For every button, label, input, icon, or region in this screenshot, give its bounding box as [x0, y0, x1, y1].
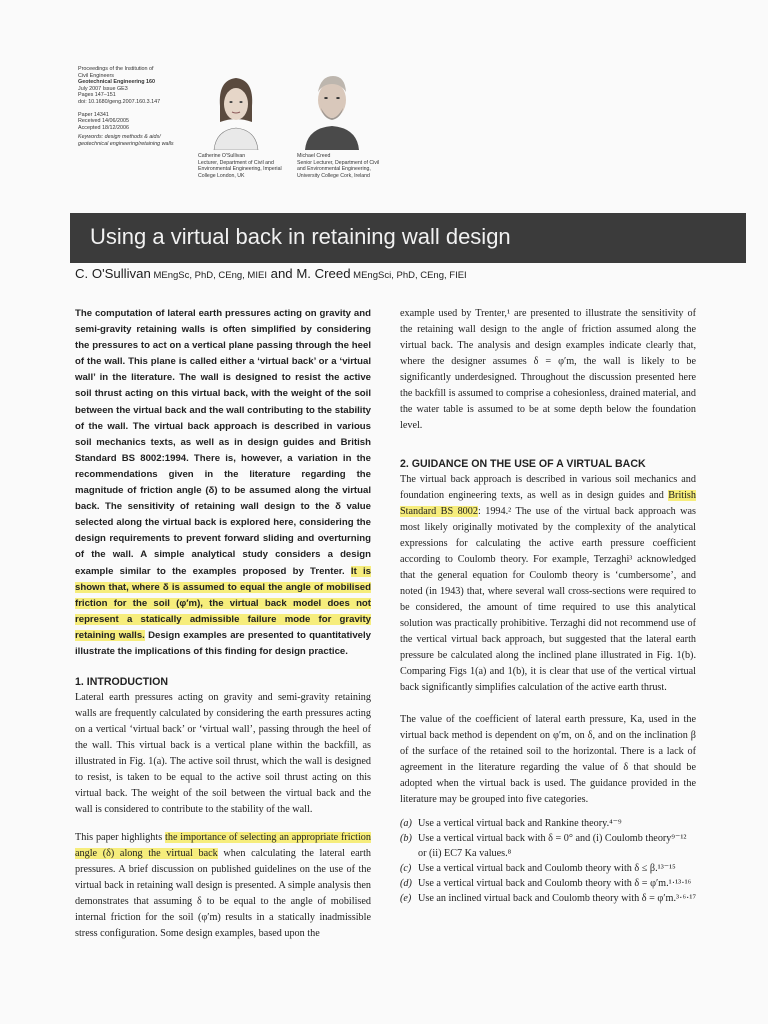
paragraph-highlight: the importance of selecting an appropriate friction angle (δ) along the virtual back [75, 832, 371, 860]
list-item-letter: (a) [400, 818, 412, 829]
list-item [400, 861, 696, 876]
byline [75, 266, 467, 281]
author-name: Michael Creed [297, 153, 331, 159]
right-column [400, 306, 696, 906]
list-item-text: Use a vertical virtual back with δ = 0° and (i) Coulomb theory⁹⁻¹² or (ii) EC7 Ka values.⁸ [418, 833, 687, 859]
list-item [400, 876, 696, 891]
meta-line: doi: 10.1680/geng.2007.160.3.147 [78, 98, 161, 105]
section-heading-guidance: 2. GUIDANCE ON THE USE OF A VIRTUAL BACK [400, 458, 646, 470]
paragraph [400, 472, 696, 696]
abstract-text: Design examples are presented to quantitatively illustrate the implications of this finding for design practice. [75, 629, 371, 657]
paragraph-highlight: British Standard BS 8002 [400, 490, 696, 517]
list-item-letter: (c) [400, 863, 412, 874]
paragraph [75, 830, 371, 942]
list-item-letter: (d) [400, 878, 412, 889]
paragraph-text: when calculating the lateral earth pressures. A brief discussion on published guidelines on the use of the virtual back in retaining wall design is presented. A simple analysis then demonstrates that assuming δ to be equal to the angle of mobilised internal friction for the soil (φ′m) results in a statically inadmissible stress configuration. Some design examples, based upon the [75, 848, 371, 940]
paragraph-text: This paper highlights [75, 832, 166, 844]
author-photo [206, 70, 266, 150]
paragraph: Lateral earth pressures acting on gravity and semi-gravity retaining walls are frequently calculated by considering the earth pressures acting on a vertical ‘virtual back’ or ‘virtual wall’, passing through the heel of the wall. This virtual back is a vertical plane within the backfill, as illustrated in Fig. 1(a). The active soil thrust, which the wall is designed to resist, is taken to be equal to the active soil thrust acting on this virtual back. The weight of the soil between the virtual back and the wall is considered to contribute to the stability of the wall. [75, 692, 371, 816]
author-1-name: C. O'Sullivan [75, 266, 151, 281]
author-1-credentials: MEngSc, PhD, CEng, MIEI [150, 270, 267, 281]
author-name: Catherine O'Sullivan [198, 153, 246, 159]
accepted-date: Accepted 18/12/2006 [78, 124, 129, 131]
paragraph: The value of the coefficient of lateral earth pressure, Ka, used in the virtual back method is dependent on φ′m, on δ, and on the inclination β of the surface of the retained soil to the horizontal. There is a lack of agreement in the literature regarding the value of δ that should be adopted when the virtual back is used. The guidance provided in the literature may be grouped into five categories. [400, 714, 696, 805]
guidance-categories-list [400, 816, 696, 906]
list-item-text: Use a vertical virtual back and Rankine theory.⁴⁻⁹ [418, 818, 622, 829]
author-affiliation: Lecturer, Department of Civil and Environmental Engineering, Imperial College London, UK [198, 159, 282, 179]
abstract-text: The computation of lateral earth pressures acting on gravity and semi-gravity retaining walls is often simplified by considering the pressures to act on a vertical plane passing through the heel of the wall. This plane is called either a ‘virtual back’ or a ‘virtual wall’ in the literature. The wall is designed to resist the active soil thrust acting on this virtual back, with the weight of the soil between the virtual back and the wall contributing to the stability of the wall. The virtual back approach is described in various soil mechanics texts, as well as in design guides and British Standard BS 8002:1994. There is, however, a variation in the recommendations given in the literature regarding the magnitude of friction angle (δ) to be assumed along the virtual back. The sensitivity of retaining wall design to the δ value selected along the virtual back is explored here, considering the design requirements to prevent forward sliding and overturning of the wall. A simple analytical study considers a design example similar to the examples proposed by Trenter. [75, 308, 371, 577]
list-item-text: Use a vertical virtual back and Coulomb theory with δ = φ′m.¹·¹³·¹⁶ [418, 878, 692, 889]
meta-line: Proceedings of the Institution of [78, 66, 154, 72]
keywords: Keywords: design methods & aids/ geotechnical engineering/retaining walls [78, 134, 174, 147]
list-item-text: Use an inclined virtual back and Coulomb theory with δ = φ′m.³·⁶·¹⁷ [418, 893, 697, 904]
paragraph-text: : 1994.² The use of the virtual back approach was most likely originally motivated by the complexity of the analytical expressions for calculating the active earth pressure coefficient according to Coulomb theory. For example, Terzaghi³ acknowledged that the general equation for Coulomb theory is ‘cumbersome’, and noted (in 1943) that, where several wall cross-sections were required to be considered, the amount of time required to use this analytical solution was practically prohibitive. Terzaghi did not recommend use of the vertical virtual back approach, but suggested that the lateral earth pressure be calculated along the inclined plane illustrated in Fig. 1(b). Comparing Figs 1(a) and 1(b), it is clear that use of the vertical virtual back significantly simplifies calculation of the active earth thrust. [400, 506, 696, 693]
list-item-letter: (e) [400, 893, 412, 904]
paper-number: Paper 14341 [78, 111, 109, 118]
paragraph-text: The virtual back approach is described in various soil mechanics and foundation engineering texts, as well as in design guides and [400, 474, 696, 501]
author-2-credentials: MEngSci, PhD, CEng, FIEI [350, 270, 467, 281]
list-item [400, 831, 696, 861]
meta-line: July 2007 Issue GE3 [78, 85, 128, 92]
abstract [75, 306, 371, 660]
list-item [400, 891, 696, 906]
section-heading-introduction: 1. INTRODUCTION [75, 676, 168, 689]
left-column [75, 306, 371, 942]
received-date: Received 14/06/2005 [78, 118, 129, 125]
author-card-osullivan [198, 70, 290, 179]
author-2-name: M. Creed [296, 266, 351, 281]
abstract-highlight: It is shown that, where δ is assumed to equal the angle of mobilised friction for the soil (φ′m), the virtual back model does not represent a statically admissible failure mode for gravity retaining walls. [75, 565, 371, 641]
publication-metadata [78, 66, 188, 148]
author-card-creed [297, 70, 389, 179]
paper-title: Using a virtual back in retaining wall design [90, 224, 511, 249]
meta-line: Geotechnical Engineering 160 [78, 79, 155, 86]
meta-line: Civil Engineers [78, 72, 114, 79]
title-banner [70, 213, 746, 263]
author-photo [301, 70, 361, 150]
paragraph: example used by Trenter,¹ are presented to illustrate the sensitivity of the retaining wall design to the angle of friction assumed along the virtual back. The analysis and design examples indicate clearly that, where the designer assumes δ = φ′m, the wall is likely to be significantly underdesigned. Throughout the discussion presented here the backfill is assumed to comprise a cohesionless, drained material, and the water table is assumed to be at some depth below the foundation level. [400, 308, 696, 431]
author-affiliation: Senior Lecturer, Department of Civil and Environmental Engineering, University College Cork, Ireland [297, 159, 380, 179]
list-item-text: Use a vertical virtual back and Coulomb theory with δ ≤ β.¹³⁻¹⁵ [418, 863, 676, 874]
byline-and: and [266, 266, 297, 281]
list-item-letter: (b) [400, 833, 412, 844]
list-item [400, 816, 696, 831]
meta-line: Pages 147–151 [78, 92, 116, 99]
